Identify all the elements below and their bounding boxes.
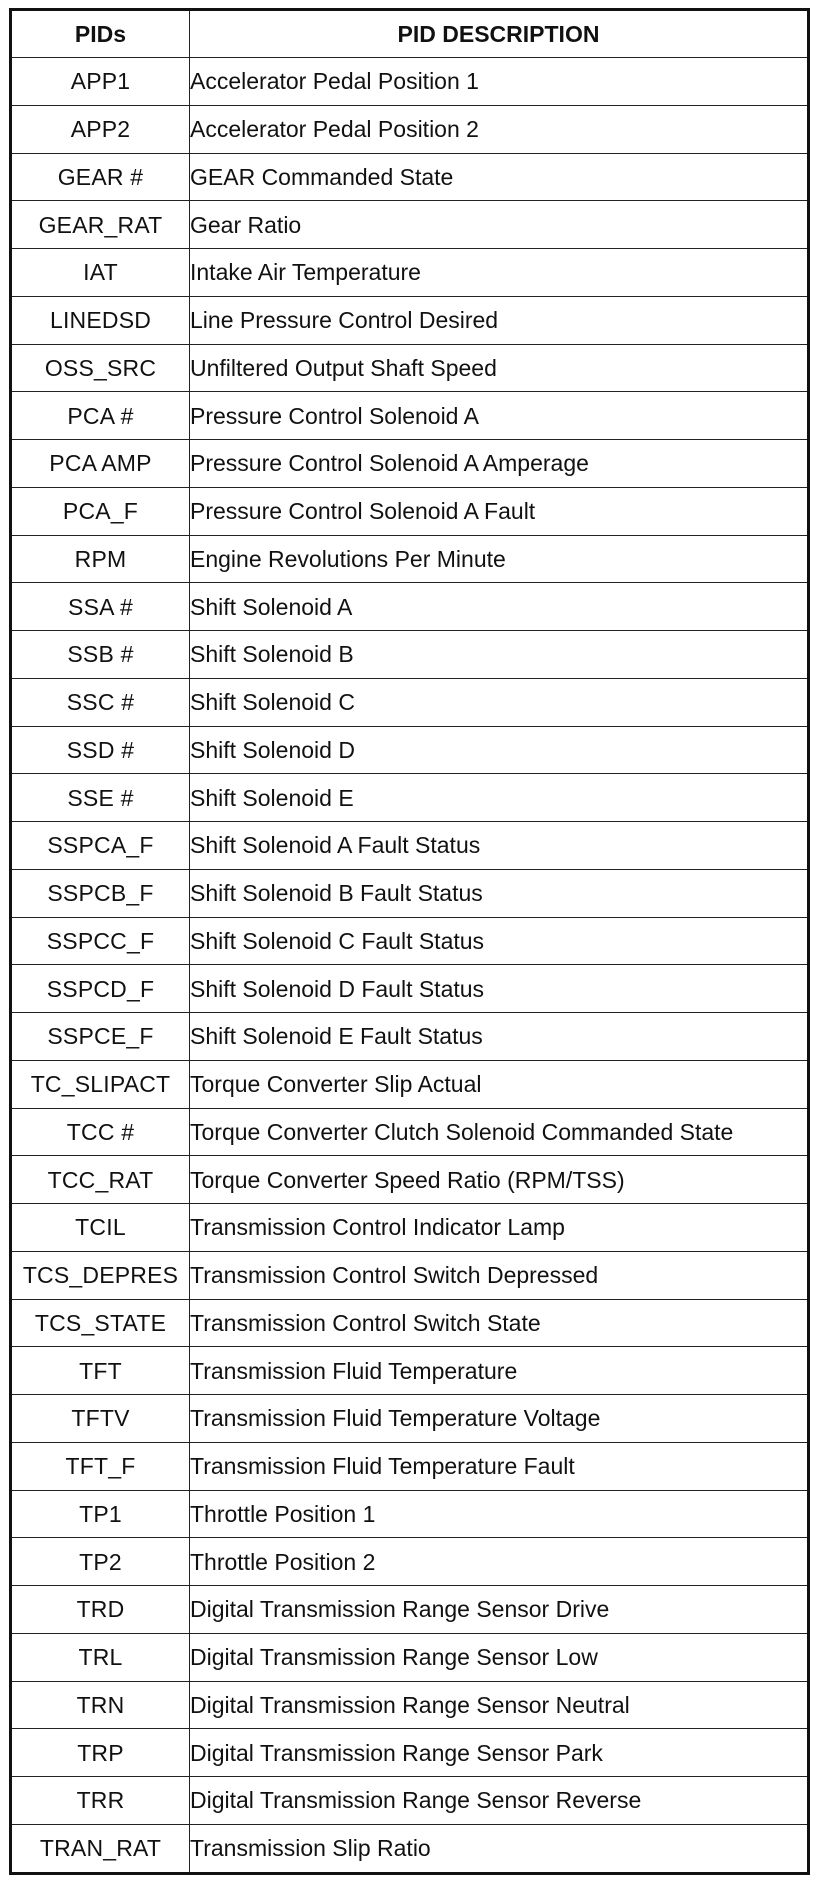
pid-description: Transmission Control Switch Depressed — [190, 1251, 809, 1299]
table-row — [11, 392, 809, 440]
table-row — [11, 1490, 809, 1538]
pid-description: Unfiltered Output Shaft Speed — [190, 344, 809, 392]
pid-description: Shift Solenoid B — [190, 631, 809, 679]
pid-description: Shift Solenoid C Fault Status — [190, 917, 809, 965]
pid-code: TCIL — [11, 1204, 190, 1252]
pid-code: SSPCE_F — [11, 1013, 190, 1061]
pid-code: TRN — [11, 1681, 190, 1729]
pid-code: SSPCD_F — [11, 965, 190, 1013]
pid-code: TFT — [11, 1347, 190, 1395]
pid-code: TFTV — [11, 1395, 190, 1443]
table-row — [11, 822, 809, 870]
table-row — [11, 869, 809, 917]
pid-description: Shift Solenoid E Fault Status — [190, 1013, 809, 1061]
pid-description: Transmission Fluid Temperature Fault — [190, 1442, 809, 1490]
table-row — [11, 535, 809, 583]
table-row — [11, 487, 809, 535]
pid-table-body — [11, 58, 809, 1874]
table-row — [11, 1251, 809, 1299]
pid-description: Pressure Control Solenoid A — [190, 392, 809, 440]
pid-description: Transmission Fluid Temperature — [190, 1347, 809, 1395]
table-row — [11, 1586, 809, 1634]
pid-description: Shift Solenoid A Fault Status — [190, 822, 809, 870]
pid-description: Pressure Control Solenoid A Fault — [190, 487, 809, 535]
pid-code: APP1 — [11, 58, 190, 106]
table-row — [11, 631, 809, 679]
pid-description: Intake Air Temperature — [190, 249, 809, 297]
pid-description: Gear Ratio — [190, 201, 809, 249]
pid-description: Torque Converter Slip Actual — [190, 1060, 809, 1108]
pid-code: PCA AMP — [11, 440, 190, 488]
table-row — [11, 296, 809, 344]
pid-description: Digital Transmission Range Sensor Park — [190, 1729, 809, 1777]
table-row — [11, 440, 809, 488]
header-description: PID DESCRIPTION — [190, 10, 809, 58]
pid-description: Transmission Slip Ratio — [190, 1824, 809, 1873]
pid-code: TCS_DEPRES — [11, 1251, 190, 1299]
pid-description: Digital Transmission Range Sensor Reverse — [190, 1777, 809, 1825]
header-pid: PIDs — [11, 10, 190, 58]
pid-code: PCA # — [11, 392, 190, 440]
pid-description: Engine Revolutions Per Minute — [190, 535, 809, 583]
table-row — [11, 1156, 809, 1204]
pid-description: Torque Converter Clutch Solenoid Commanded State — [190, 1108, 809, 1156]
table-row — [11, 201, 809, 249]
pid-code: GEAR # — [11, 153, 190, 201]
pid-code: SSPCA_F — [11, 822, 190, 870]
pid-description: GEAR Commanded State — [190, 153, 809, 201]
table-row — [11, 153, 809, 201]
table-row — [11, 1729, 809, 1777]
pid-code: TRAN_RAT — [11, 1824, 190, 1873]
pid-description: Shift Solenoid E — [190, 774, 809, 822]
pid-code: SSPCC_F — [11, 917, 190, 965]
table-row — [11, 678, 809, 726]
table-row — [11, 726, 809, 774]
pid-code: TC_SLIPACT — [11, 1060, 190, 1108]
pid-code: TRP — [11, 1729, 190, 1777]
header-row — [11, 10, 809, 58]
pid-description: Torque Converter Speed Ratio (RPM/TSS) — [190, 1156, 809, 1204]
table-row — [11, 1060, 809, 1108]
table-row — [11, 1299, 809, 1347]
pid-description: Transmission Control Switch State — [190, 1299, 809, 1347]
pid-description: Shift Solenoid C — [190, 678, 809, 726]
pid-code: TCS_STATE — [11, 1299, 190, 1347]
pid-code: TCC_RAT — [11, 1156, 190, 1204]
table-row — [11, 344, 809, 392]
table-row — [11, 1777, 809, 1825]
table-row — [11, 58, 809, 106]
pid-code: SSE # — [11, 774, 190, 822]
pid-code: SSPCB_F — [11, 869, 190, 917]
pid-description: Digital Transmission Range Sensor Drive — [190, 1586, 809, 1634]
pid-description: Line Pressure Control Desired — [190, 296, 809, 344]
table-row — [11, 1681, 809, 1729]
pid-description: Shift Solenoid B Fault Status — [190, 869, 809, 917]
pid-code: TP1 — [11, 1490, 190, 1538]
pid-code: SSC # — [11, 678, 190, 726]
table-row — [11, 1633, 809, 1681]
pid-code: PCA_F — [11, 487, 190, 535]
table-row — [11, 1538, 809, 1586]
pid-description: Transmission Fluid Temperature Voltage — [190, 1395, 809, 1443]
table-row — [11, 1395, 809, 1443]
table-row — [11, 1442, 809, 1490]
pid-code: TRR — [11, 1777, 190, 1825]
pid-code: SSA # — [11, 583, 190, 631]
table-row — [11, 583, 809, 631]
pid-description: Accelerator Pedal Position 1 — [190, 58, 809, 106]
pid-description: Throttle Position 2 — [190, 1538, 809, 1586]
pid-code: SSD # — [11, 726, 190, 774]
pid-code: SSB # — [11, 631, 190, 679]
table-row — [11, 917, 809, 965]
table-row — [11, 1013, 809, 1061]
pid-code: OSS_SRC — [11, 344, 190, 392]
pid-description: Shift Solenoid A — [190, 583, 809, 631]
table-row — [11, 1824, 809, 1873]
pid-code: RPM — [11, 535, 190, 583]
pid-code: IAT — [11, 249, 190, 297]
pid-code: TP2 — [11, 1538, 190, 1586]
pid-code: TFT_F — [11, 1442, 190, 1490]
pid-code: TRD — [11, 1586, 190, 1634]
pid-description: Accelerator Pedal Position 2 — [190, 105, 809, 153]
pid-code: APP2 — [11, 105, 190, 153]
pid-description: Shift Solenoid D — [190, 726, 809, 774]
pid-table — [9, 8, 810, 1875]
table-row — [11, 249, 809, 297]
pid-code: LINEDSD — [11, 296, 190, 344]
table-row — [11, 774, 809, 822]
table-row — [11, 1108, 809, 1156]
pid-code: TCC # — [11, 1108, 190, 1156]
pid-description: Shift Solenoid D Fault Status — [190, 965, 809, 1013]
pid-description: Throttle Position 1 — [190, 1490, 809, 1538]
pid-description: Digital Transmission Range Sensor Neutral — [190, 1681, 809, 1729]
pid-code: TRL — [11, 1633, 190, 1681]
table-row — [11, 105, 809, 153]
pid-description: Transmission Control Indicator Lamp — [190, 1204, 809, 1252]
table-row — [11, 1204, 809, 1252]
pid-table-header — [11, 10, 809, 58]
pid-code: GEAR_RAT — [11, 201, 190, 249]
pid-description: Digital Transmission Range Sensor Low — [190, 1633, 809, 1681]
pid-description: Pressure Control Solenoid A Amperage — [190, 440, 809, 488]
table-row — [11, 965, 809, 1013]
table-row — [11, 1347, 809, 1395]
